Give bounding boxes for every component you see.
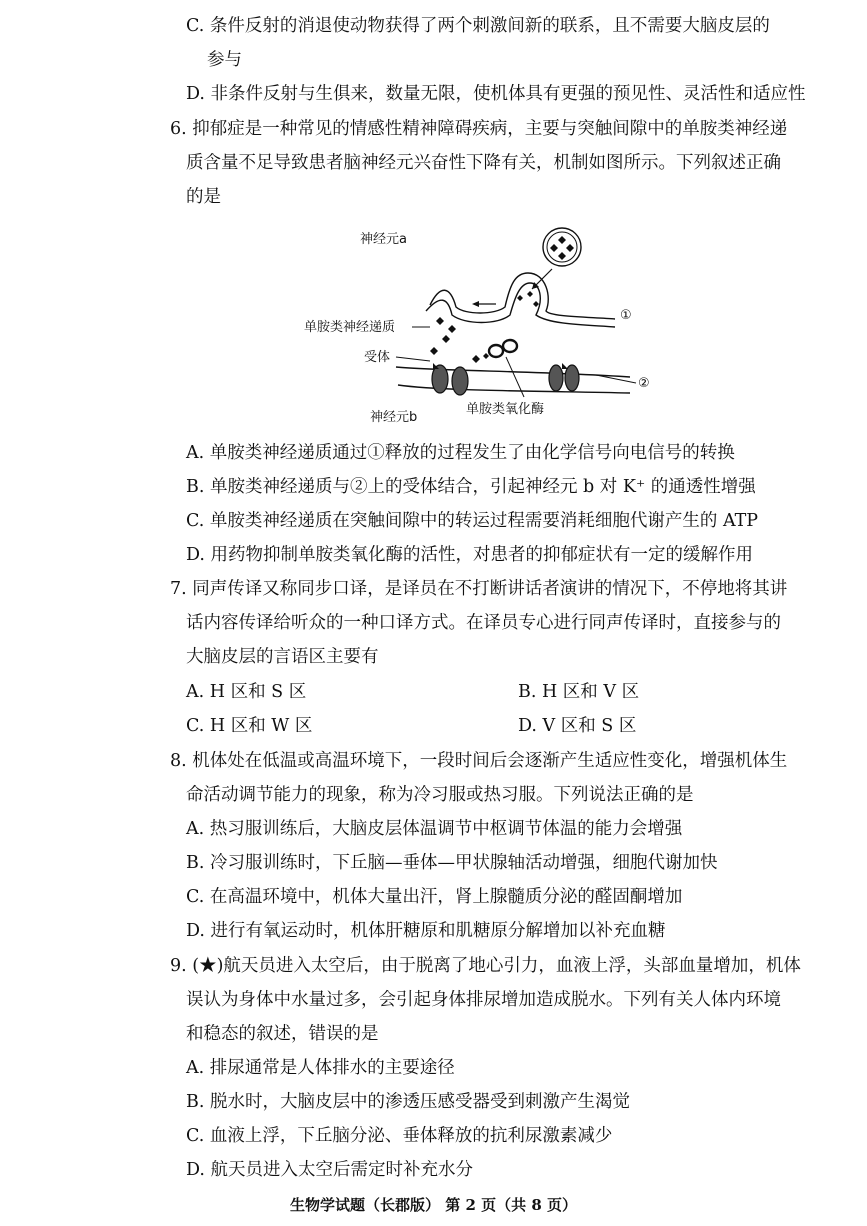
q9-option-c: C. 血液上浮，下丘脑分泌、垂体释放的抗利尿激素减少 (186, 1126, 613, 1146)
postsynaptic-membrane (396, 363, 630, 395)
q5-option-c-line1: C. 条件反射的消退使动物获得了两个刺激间新的联系，且不需要大脑皮层的 (186, 16, 770, 36)
synapse-diagram-svg (300, 215, 680, 425)
q7-stem-line2: 话内容传译给听众的一种口译方式。在译员专心进行同声传译时，直接参与的 (186, 613, 781, 633)
q6-option-c: C. 单胺类神经递质在突触间隙中的转运过程需要消耗细胞代谢产生的 ATP (186, 511, 759, 531)
q8-option-c: C. 在高温环境中，机体大量出汗，肾上腺髓质分泌的醛固酮增加 (186, 887, 683, 907)
q6-stem-line1: 6. 抑郁症是一种常见的情感性精神障碍疾病，主要与突触间隙中的单胺类神经递 (170, 119, 788, 139)
free-vesicle (543, 228, 581, 266)
label-2: ② (638, 376, 650, 391)
q9-option-b: B. 脱水时，大脑皮层中的渗透压感受器受到刺激产生渴觉 (186, 1092, 630, 1112)
q9-stem-line2: 误认为身体中水量过多，会引起身体排尿增加造成脱水。下列有关人体内环境 (186, 990, 781, 1010)
q7-stem-line1: 7. 同声传译又称同步口译，是译员在不打断讲话者演讲的情况下，不停地将其讲 (170, 579, 788, 599)
q7-stem-line3: 大脑皮层的言语区主要有 (186, 647, 379, 667)
q9-stem-line3: 和稳态的叙述，错误的是 (186, 1024, 379, 1044)
label-receptor: 受体 (364, 350, 391, 365)
page-footer: 生物学试题（长郡版） 第 2 页（共 8 页） (290, 1196, 577, 1214)
q8-option-b: B. 冷习服训练时，下丘脑—垂体—甲状腺轴活动增强，细胞代谢加快 (186, 853, 718, 873)
mao-enzymes (483, 340, 517, 359)
q6-stem-line2: 质含量不足导致患者脑神经元兴奋性下降有关，机制如图所示。下列叙述正确 (186, 153, 781, 173)
q7-option-d: D. V 区和 S 区 (518, 716, 637, 736)
q5-option-d: D. 非条件反射与生俱来，数量无限，使机体具有更强的预见性、灵活性和适应性 (186, 84, 806, 104)
presynaptic-membrane (426, 273, 615, 327)
q9-stem-line1: 9. (★)航天员进入太空后，由于脱离了地心引力，血液上浮，头部血量增加，机体 (170, 956, 801, 976)
q8-stem-line2: 命活动调节能力的现象，称为冷习服或热习服。下列说法正确的是 (186, 785, 694, 805)
q9-option-d: D. 航天员进入太空后需定时补充水分 (186, 1160, 474, 1180)
q7-option-c: C. H 区和 W 区 (186, 716, 313, 736)
q8-stem-line1: 8. 机体处在低温或高温环境下，一段时间后会逐渐产生适应性变化，增强机体生 (170, 751, 788, 771)
label-1: ① (620, 308, 632, 323)
label-neuron-a: 神经元a (360, 232, 407, 247)
label-neuron-b: 神经元b (370, 410, 418, 425)
q6-stem-line3: 的是 (186, 187, 221, 207)
q8-option-d: D. 进行有氧运动时，机体肝糖原和肌糖原分解增加以补充血糖 (186, 921, 666, 941)
q6-option-d: D. 用药物抑制单胺类氧化酶的活性，对患者的抑郁症状有一定的缓解作用 (186, 545, 754, 565)
label-mao: 单胺类氧化酶 (466, 402, 545, 417)
q9-option-a: A. 排尿通常是人体排水的主要途径 (186, 1058, 455, 1078)
label-transmitter: 单胺类神经递质 (304, 320, 396, 335)
q8-option-a: A. 热习服训练后，大脑皮层体温调节中枢调节体温的能力会增强 (186, 819, 683, 839)
q5-option-c-line2: 参与 (207, 50, 242, 70)
synapse-diagram (300, 215, 680, 425)
q6-option-a: A. 单胺类神经递质通过①释放的过程发生了由化学信号向电信号的转换 (186, 443, 735, 463)
q7-option-a: A. H 区和 S 区 (186, 682, 307, 702)
transmitter-molecules (430, 317, 480, 363)
q6-option-b: B. 单胺类神经递质与②上的受体结合，引起神经元 b 对 K⁺ 的通透性增强 (186, 477, 756, 497)
q7-option-b: B. H 区和 V 区 (518, 682, 640, 702)
